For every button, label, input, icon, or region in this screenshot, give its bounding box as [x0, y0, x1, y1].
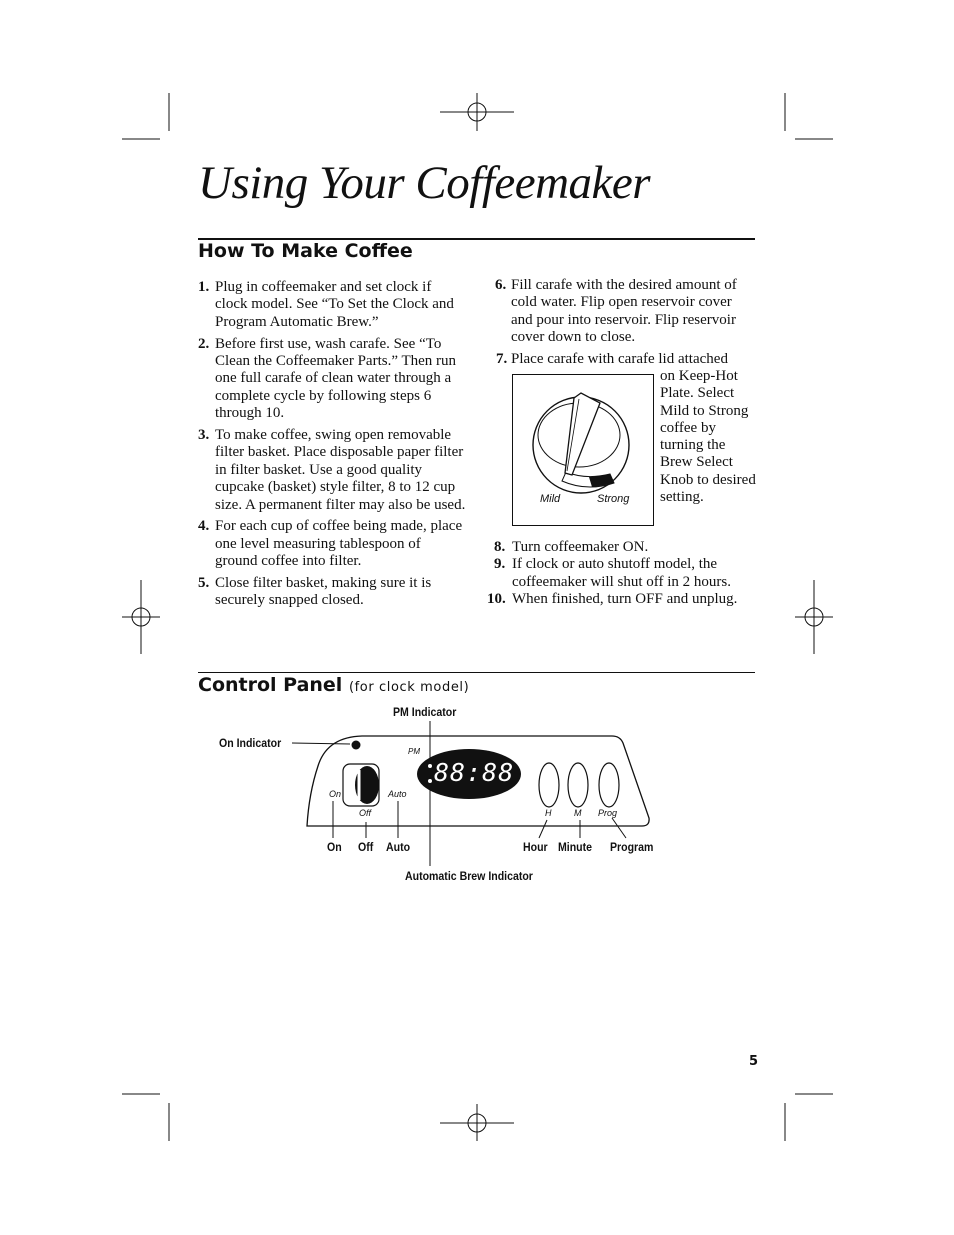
panel-on-label: On [329, 789, 342, 799]
callout-on-indicator: On Indicator [219, 736, 282, 750]
panel-h-label: H [545, 808, 552, 818]
list-item: 6. Fill carafe with the desired amount of cold water. Flip open reservoir cover and pour into reservoir. Flip reservoir cover down to close. [495, 277, 737, 346]
section-subheading: (for clock model) [348, 680, 470, 695]
list-item: 8. Turn coffeemaker ON. [494, 539, 649, 555]
section-heading-how-to: How To Make Coffee [198, 240, 413, 262]
callout-automatic-brew-indicator: Automatic Brew Indicator [405, 869, 533, 883]
list-item: 4. For each cup of coffee being made, place one level measuring tablespoon of ground coffee into filter. [198, 518, 463, 570]
page-title: Using Your Coffeemaker [198, 157, 651, 209]
list-item: 1. Plug in coffeemaker and set clock if clock model. See “To Set the Clock and Program Automatic Brew.” [198, 279, 454, 330]
knob-label-strong: Strong [597, 493, 630, 505]
step-7-continued: on Keep-Hot Plate. Select Mild to Strong coffee by turning the Brew Select Knob to desired setting. [660, 368, 756, 506]
panel-off-label: Off [359, 808, 372, 818]
panel-prog-label: Prog [598, 808, 618, 818]
list-item: 2. Before first use, wash carafe. See “To Clean the Coffeemaker Parts.” Then run one full carafe of clean water through a complete cycle by following steps 6 through 10. [198, 335, 457, 422]
callout-hour: Hour [523, 840, 548, 854]
step-7: 7. Place carafe with carafe lid attached [496, 351, 728, 367]
callout-minute: Minute [558, 840, 593, 854]
callout-pm-indicator: PM Indicator [393, 705, 457, 719]
list-item: 5. Close filter basket, making sure it is securely snapped closed. [198, 575, 432, 609]
clock-display-readout: 88:88 [434, 758, 515, 787]
panel-auto-label: Auto [388, 789, 407, 799]
callout-off: Off [358, 840, 374, 854]
callout-auto: Auto [386, 840, 411, 854]
list-item: 3. To make coffee, swing open removable filter basket. Place disposable paper filter in filter basket. Use a good quality cupcake (basket) style filter, 8 to 12 cup size. A permanent filter may also be used. [198, 427, 466, 513]
panel-m-label: M [574, 808, 582, 818]
knob-label-mild: Mild [540, 493, 561, 505]
section-heading-control-panel: Control Panel (for clock model) [198, 674, 470, 696]
panel-pm-label: PM [408, 747, 420, 756]
callout-program: Program [610, 840, 654, 854]
callout-on: On [327, 840, 342, 854]
page-number: 5 [749, 1054, 759, 1069]
list-item: 9. If clock or auto shutoff model, the coffeemaker will shut off in 2 hours. [494, 556, 731, 590]
list-item: 10. When finished, turn OFF and unplug. [487, 591, 738, 608]
